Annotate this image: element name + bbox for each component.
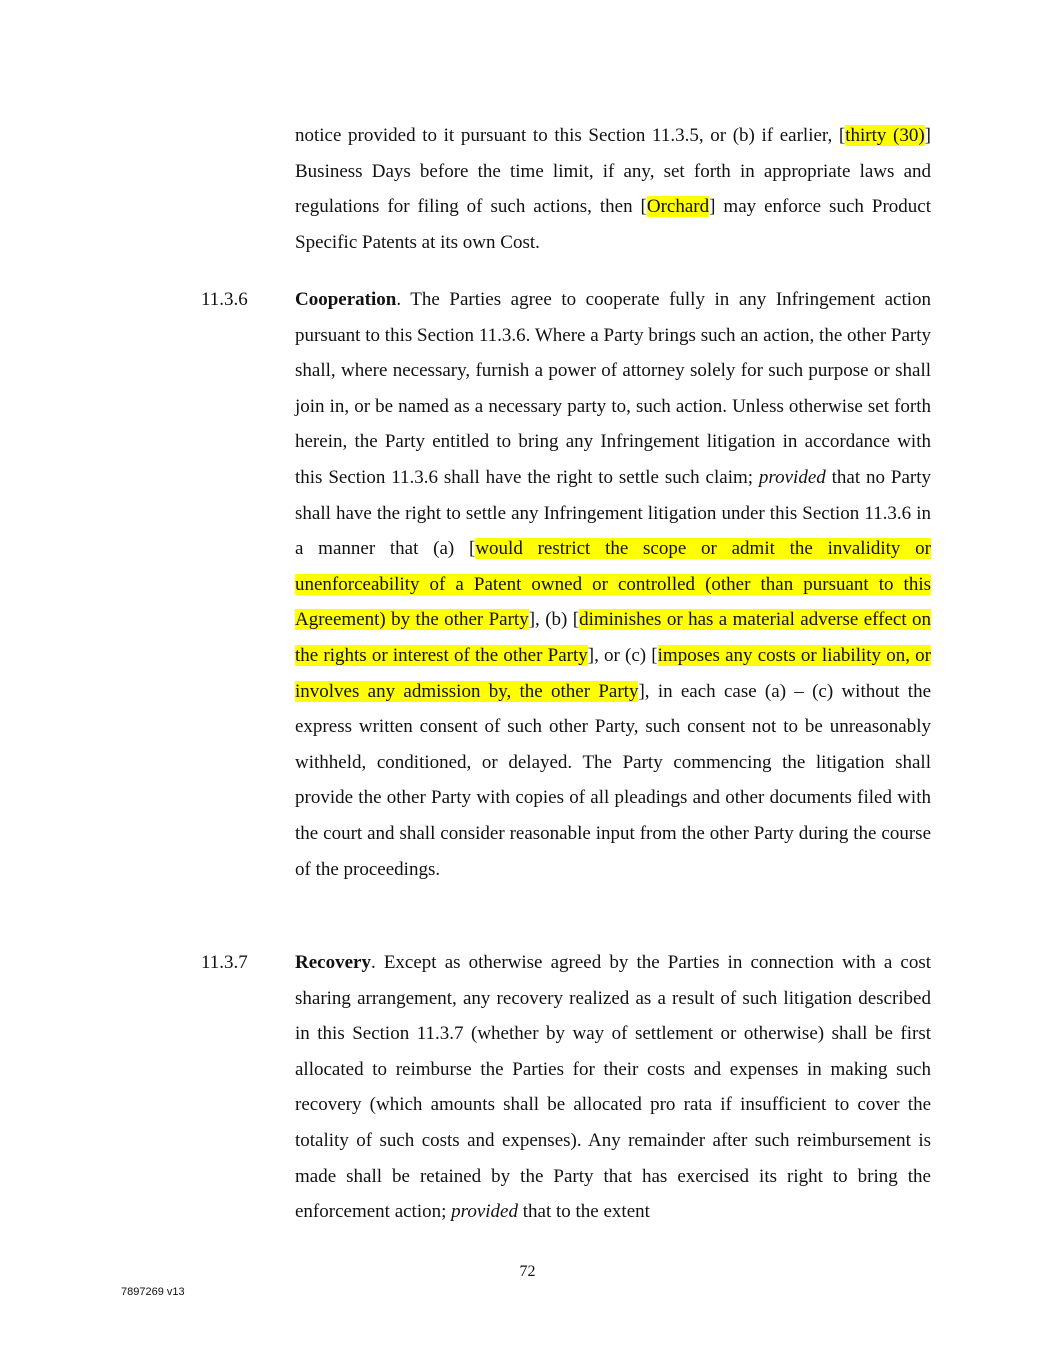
text-run: ], in each case (a) – (c) without the express written consent of such other Party, such consent not to be unreasonably withheld, conditioned, or delayed. The Party commencing the litigation shall provide the other Party with copies of all pleadings and other documents filed with the court and shall consider reasonable input from the other Party during the course of the proceedings. [295, 680, 932, 880]
italic-term: provided [451, 1201, 518, 1223]
text-run: that no Party shall have the right to settle any Infringement litigation under this Section 11.3.6 in a manner that (a) [ [295, 466, 931, 560]
section-heading: Cooperation [295, 289, 397, 310]
highlighted-text: diminishes or has a material adverse effect on the rights or interest of the other Party [295, 609, 932, 666]
document-id: 7897269 v13 [121, 1286, 185, 1298]
text-run: that to the extent [518, 1201, 650, 1223]
text-run: . The Parties agree to cooperate fully in any Infringement action pursuant to this Section 11.3.6. Where a Party brings such an action, the other Party shall, where necessary, furnish a power of attorney solely for such purpose or shall join in, or be named as a necessary party to, such action. Unless otherwise set forth herein, the Party entitled to bring any Infringement litigation in accordance with this Section 11.3.6 shall have the right to settle such claim; [295, 289, 931, 488]
highlighted-text: imposes any costs or liability on, or involves any admission by, the other Party [295, 644, 931, 702]
page-number: 72 [519, 1263, 536, 1280]
section-heading: Recovery [295, 952, 371, 973]
text-run: . Except as otherwise agreed by the Parties in connection with a cost sharing arrangement, any recovery realized as a result of such litigation described in this Section 11.3.7 (whether by way of settlement or otherwise) shall be first allocated to reimburse the Parties for their costs and expenses in making such recovery (which amounts shall be allocated pro rata if insufficient to cover the totality of such costs and expenses). Any remainder after such reimbursement is made shall be retained by the Party that has exercised its right to bring the enforcement action; [295, 952, 931, 1223]
section-paragraph-recovery [295, 945, 931, 1230]
text-run: ] may enforce such Product Specific Patents at its own Cost. [295, 196, 931, 253]
section-number: 11.3.7 [201, 952, 248, 973]
text-run: ], or (c) [ [587, 644, 658, 666]
text-run: ], (b) [ [528, 609, 580, 631]
text-run: ] Business Days before the time limit, if any, set forth in appropriate laws and regulations for filing of such actions, then [ [295, 125, 931, 218]
highlighted-text: Orchard [646, 196, 710, 218]
italic-term: provided [758, 466, 826, 488]
highlighted-text: thirty (30) [845, 125, 925, 146]
section-paragraph-cooperation [295, 282, 931, 887]
continuation-paragraph [295, 118, 931, 260]
section-number: 11.3.6 [201, 289, 248, 310]
highlighted-text: would restrict the scope or admit the invalidity or unenforceability of a Patent owned or controlled (other than pursuant to this Agreement) by the other Party [295, 538, 931, 631]
text-run: notice provided to it pursuant to this Section 11.3.5, or (b) if earlier, [ [295, 125, 846, 146]
